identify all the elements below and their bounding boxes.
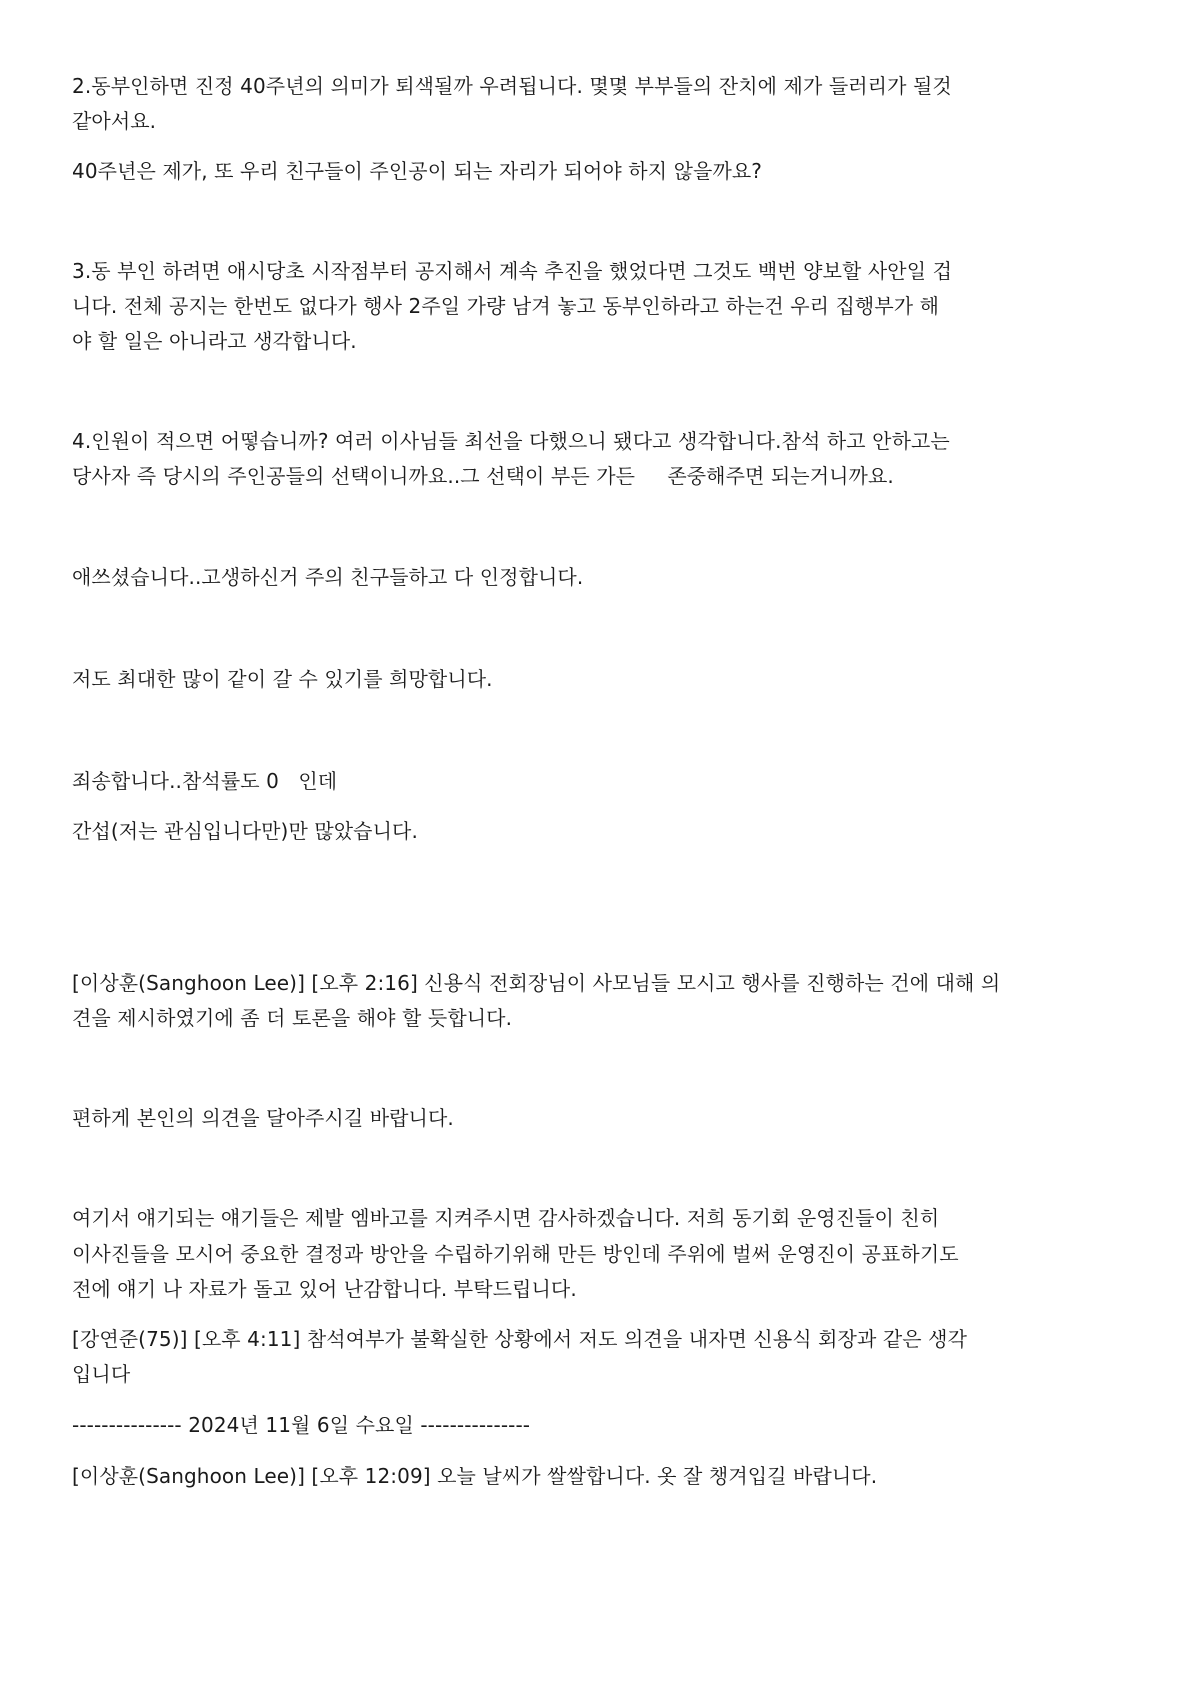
comfort-line: 편하게 본인의 의견을 달아주시길 바랍니다. <box>72 1106 454 1130</box>
message-kang-411-line-2: 입니다 <box>72 1362 131 1386</box>
embargo-line-2: 이사진들을 모시어 중요한 결정과 방안을 수립하기위해 만든 방인데 주위에 벌써 운영진이 공표하기도 <box>72 1242 959 1266</box>
paragraph-40th-line: 40주년은 제가, 또 우리 친구들이 주인공이 되는 자리가 되어야 하지 않을까요? <box>72 159 762 183</box>
hope-line: 저도 최대한 많이 같이 갈 수 있기를 희망합니다. <box>72 667 493 691</box>
message-lee-216-line-2: 견을 제시하였기에 좀 더 토론을 해야 할 듯합니다. <box>72 1006 513 1030</box>
message-lee-1209: [이상훈(Sanghoon Lee)] [오후 12:09] 오늘 날씨가 쌀쌀합니다. 옷 잘 챙겨입길 바랍니다. <box>72 1464 878 1488</box>
paragraph-2-line-2: 같아서요. <box>72 109 157 133</box>
paragraph-3-line-2: 니다. 전체 공지는 한번도 없다가 행사 2주일 가량 남겨 놓고 동부인하라고 하는건 우리 집행부가 해 <box>72 294 940 318</box>
date-separator: --------------- 2024년 11월 6일 수요일 --------------- <box>72 1413 531 1437</box>
paragraph-3-line-3: 야 할 일은 아니라고 생각합니다. <box>72 329 357 353</box>
apology-line-2: 간섭(저는 관심입니다만)만 많았습니다. <box>72 819 418 843</box>
apology-line-1: 죄송합니다..참석률도 0 인데 <box>72 769 338 793</box>
paragraph-4-line-2: 당사자 즉 당시의 주인공들의 선택이니까요..그 선택이 부든 가든 존중해주면 되는거니까요. <box>72 464 894 488</box>
embargo-line-1: 여기서 얘기되는 얘기들은 제발 엠바고를 지켜주시면 감사하겠습니다. 저희 동기회 운영진들이 친히 <box>72 1206 940 1230</box>
paragraph-4-line-1: 4.인원이 적으면 어떻습니까? 여러 이사님들 최선을 다했으니 됐다고 생각합니다.참석 하고 안하고는 <box>72 429 950 453</box>
embargo-line-3: 전에 얘기 나 자료가 돌고 있어 난감합니다. 부탁드립니다. <box>72 1277 577 1301</box>
message-lee-216-line-1: [이상훈(Sanghoon Lee)] [오후 2:16] 신용식 전회장님이 사모님들 모시고 행사를 진행하는 건에 대해 의 <box>72 971 1001 995</box>
paragraph-3-line-1: 3.동 부인 하려면 애시당초 시작점부터 공지해서 계속 추진을 했었다면 그것도 백번 양보할 사안일 겁 <box>72 259 953 283</box>
paragraph-2-line-1: 2.동부인하면 진정 40주년의 의미가 퇴색될까 우려됩니다. 몇몇 부부들의 잔치에 제가 들러리가 될것 <box>72 74 952 98</box>
thanks-line: 애쓰셨습니다..고생하신거 주의 친구들하고 다 인정합니다. <box>72 565 584 589</box>
message-kang-411-line-1: [강연준(75)] [오후 4:11] 참석여부가 불확실한 상황에서 저도 의견을 내자면 신용식 회장과 같은 생각 <box>72 1327 967 1351</box>
